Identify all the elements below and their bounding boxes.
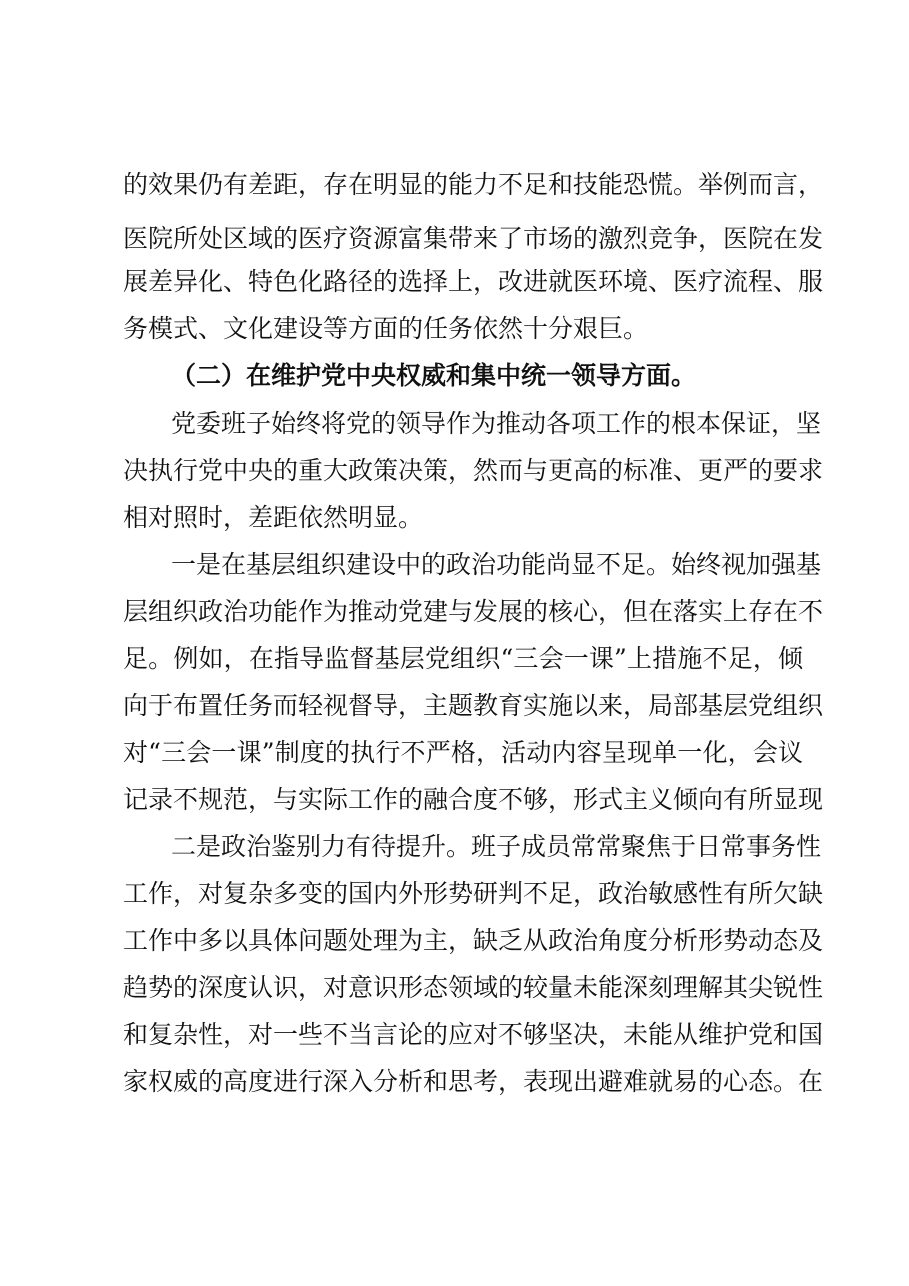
body-text-line: 家权威的高度进行深入分析和思考，表现出避难就易的心态。在 bbox=[123, 1067, 824, 1096]
body-text-line: 党委班子始终将党的领导作为推动各项工作的根本保证，坚 bbox=[171, 409, 822, 438]
body-text-line: 对“三会一课”制度的执行不严格，活动内容呈现单一化，会议 bbox=[123, 738, 803, 767]
section-heading: （二）在维护党中央权威和集中统一领导方面。 bbox=[171, 361, 697, 390]
body-text-line: 记录不规范，与实际工作的融合度不够，形式主义倾向有所显现 bbox=[123, 785, 824, 814]
body-text-line: 工作，对复杂多变的国内外形势研判不足，政治敏感性有所欠缺 bbox=[123, 879, 824, 908]
body-text-line: 趋势的深度认识，对意识形态领域的较量未能深刻理解其尖锐性 bbox=[123, 973, 824, 1002]
body-text-line: 医院所处区域的医疗资源富集带来了市场的激烈竞争，医院在发 bbox=[123, 224, 824, 253]
body-text-line: 务模式、文化建设等方面的任务依然十分艰巨。 bbox=[123, 314, 649, 343]
body-text-line: 工作中多以具体问题处理为主，缺乏从政治角度分析形势动态及 bbox=[123, 926, 824, 955]
body-text-line: 向于布置任务而轻视督导，主题教育实施以来，局部基层党组织 bbox=[123, 691, 824, 720]
body-text-line: 展差异化、特色化路径的选择上，改进就医环境、医疗流程、服 bbox=[123, 267, 824, 296]
body-text-line: 和复杂性，对一些不当言论的应对不够坚决，未能从维护党和国 bbox=[123, 1020, 824, 1049]
body-text-line: 足。例如，在指导监督基层党组织“三会一课”上措施不足，倾 bbox=[123, 644, 803, 673]
body-text-line: 二是政治鉴别力有待提升。班子成员常常聚焦于日常事务性 bbox=[171, 832, 822, 861]
body-text-line: 层组织政治功能作为推动党建与发展的核心，但在落实上存在不 bbox=[123, 597, 824, 626]
body-text-line: 一是在基层组织建设中的政治功能尚显不足。始终视加强基 bbox=[171, 550, 822, 579]
body-text-line: 相对照时，差距依然明显。 bbox=[123, 503, 424, 532]
body-text-line: 的效果仍有差距，存在明显的能力不足和技能恐慌。举例而言， bbox=[123, 170, 824, 199]
body-text-line: 决执行党中央的重大政策决策，然而与更高的标准、更严的要求 bbox=[123, 456, 824, 485]
